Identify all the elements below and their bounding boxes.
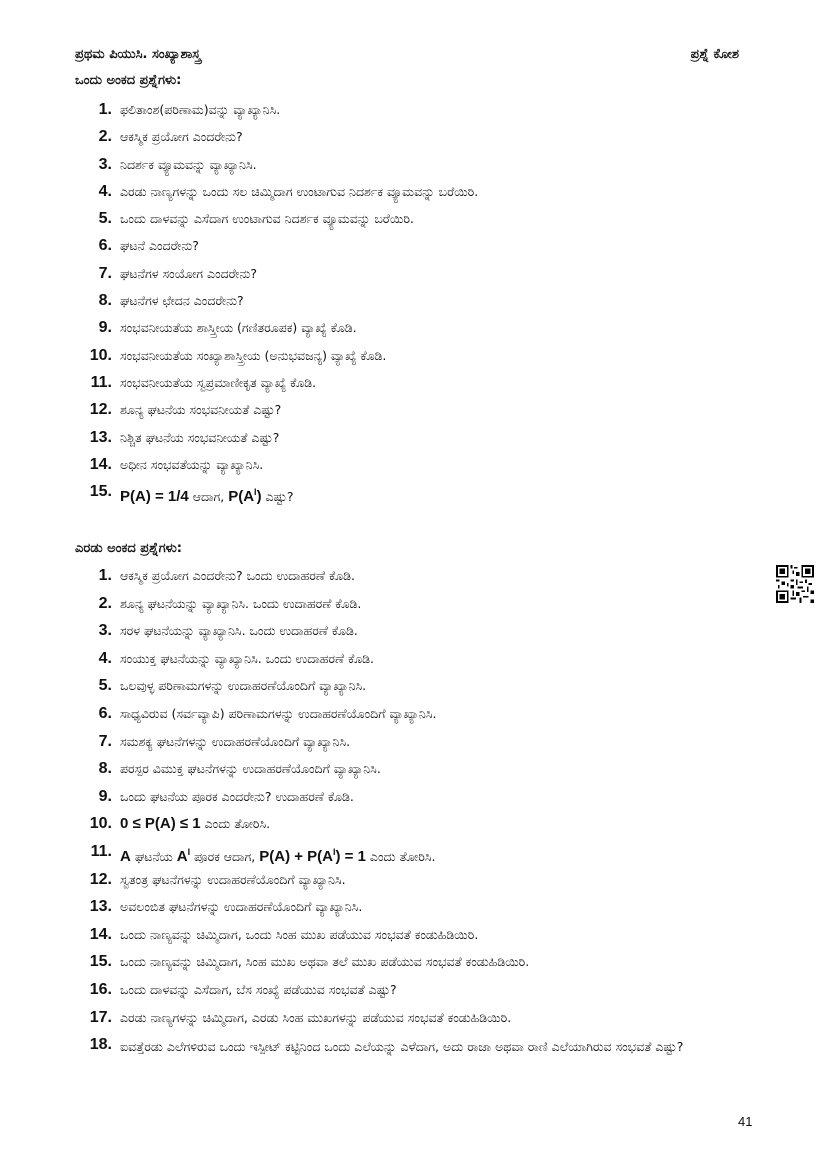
- question-number: 15.: [89, 483, 112, 501]
- question-number: 4.: [98, 182, 112, 200]
- question-number: 13.: [89, 898, 112, 916]
- question-text: ಪರಸ್ಪರ ವಿಮುಕ್ತ ಘಟನೆಗಳನ್ನು ಉದಾಹರಣೆಯೊಂದಿಗೆ ವ್ಯಾಖ್ಯಾನಿಸಿ.: [120, 761, 381, 777]
- question-number: 2.: [98, 594, 112, 612]
- list-item: [75, 265, 755, 292]
- question-number: 14.: [89, 455, 112, 473]
- question-number: 1.: [98, 567, 112, 584]
- list-item: [75, 210, 755, 237]
- question-text: ಒಂದು ನಾಣ್ಯವನ್ನು ಚಿಮ್ಮಿದಾಗ, ಒಂದು ಸಿಂಹ ಮುಖ ಪಡೆಯುವ ಸಂಭವತೆ ಕಂಡುಹಿಡಿಯಿರಿ.: [120, 926, 479, 942]
- list-item: [75, 237, 755, 264]
- question-number: 1.: [98, 101, 112, 118]
- question-number: 12.: [89, 401, 112, 419]
- question-text: ಸಾಧ್ಯವಿರುವ (ಸರ್ವವ್ಯಾಪಿ) ಪರಿಣಾಮಗಳನ್ನು ಉದಾಹರಣೆಯೊಂದಿಗೆ ವ್ಯಾಖ್ಯಾನಿಸಿ.: [120, 705, 437, 721]
- question-number: 10.: [89, 815, 112, 833]
- question-number: 9.: [98, 787, 112, 805]
- list-item: [75, 843, 755, 871]
- question-number: 6.: [98, 704, 112, 722]
- question-number: 7.: [98, 264, 112, 282]
- list-item: [75, 456, 755, 483]
- question-number: 12.: [89, 870, 112, 888]
- question-text: ಘಟನೆ ಎಂದರೇನು?: [120, 238, 199, 254]
- list-item: [75, 705, 755, 733]
- question-text: ಒಂದು ದಾಳವನ್ನು ಎಸೆದಾಗ ಉಂಟಾಗುವ ನಿದರ್ಶಕ ವ್ಯೂಮವನ್ನು ಬರೆಯಿರಿ.: [120, 211, 414, 227]
- math-expression: A: [120, 847, 131, 865]
- list-item: [75, 953, 755, 981]
- text-fragment: ಆದಾಗ,: [188, 489, 229, 505]
- one-mark-question-list: [75, 101, 755, 510]
- question-number: 8.: [98, 292, 112, 310]
- list-item: [75, 595, 755, 623]
- list-item: [75, 401, 755, 428]
- list-item: [75, 677, 755, 705]
- question-text: ಎರಡು ನಾಣ್ಯಗಳನ್ನು ಚಿಮ್ಮಿದಾಗ, ಎರಡು ಸಿಂಹ ಮುಖಗಳನ್ನು ಪಡೆಯುವ ಸಂಭವತೆ ಕಂಡುಹಿಡಿಯಿರಿ.: [120, 1009, 512, 1025]
- question-text: ಘಟನೆಗಳ ಛೇದನ ಎಂದರೇನು?: [120, 293, 244, 309]
- math-fragment: P(A: [228, 488, 255, 506]
- superscript: I: [254, 487, 257, 498]
- question-number: 8.: [98, 760, 112, 778]
- list-item: [75, 483, 755, 510]
- list-item: [75, 650, 755, 678]
- list-item: [75, 156, 755, 183]
- list-item: [75, 733, 755, 761]
- list-item: [75, 926, 755, 954]
- superscript: I: [333, 846, 336, 857]
- question-number: 5.: [98, 677, 112, 695]
- question-text: ಸಂಭವನೀಯತೆಯ ಶಾಸ್ತ್ರೀಯ (ಗಣಿತರೂಪಕ) ವ್ಯಾಖ್ಯೆ ಕೊಡಿ.: [120, 320, 357, 336]
- math-fragment: A: [176, 847, 188, 865]
- question-number: 9.: [98, 319, 112, 337]
- list-item: [75, 292, 755, 319]
- question-text: [120, 843, 755, 871]
- superscript: I: [187, 846, 191, 857]
- text-fragment: ಎಂದು ತೋರಿಸಿ.: [200, 816, 271, 832]
- two-mark-question-list: [75, 567, 755, 1082]
- question-text: ಸರಳ ಘಟನೆಯನ್ನು ವ್ಯಾಖ್ಯಾನಿಸಿ. ಒಂದು ಉದಾಹರಣೆ ಕೊಡಿ.: [120, 623, 358, 639]
- text-fragment: ಘಟನೆಯ: [130, 848, 177, 864]
- list-item: [75, 760, 755, 788]
- question-text: [120, 815, 755, 843]
- question-number: 3.: [98, 622, 112, 640]
- question-number: 7.: [98, 732, 112, 750]
- text-fragment: ಎಂದು ತೋರಿಸಿ.: [365, 848, 436, 864]
- question-text: ಎರಡು ನಾಣ್ಯಗಳನ್ನು ಒಂದು ಸಲ ಚಿಮ್ಮಿದಾಗ ಉಂಟಾಗುವ ನಿದರ್ಶಕ ವ್ಯೂಮವನ್ನು ಬರೆಯಿರಿ.: [120, 183, 479, 199]
- list-item: [75, 567, 755, 595]
- math-expression: 0 ≤ P(A) ≤ 1: [120, 815, 201, 833]
- list-item: [75, 347, 755, 374]
- list-item: [75, 101, 755, 128]
- question-number: 13.: [89, 428, 112, 446]
- question-text: ಸಂಭವನೀಯತೆಯ ಸ್ವಪ್ರಮಾಣೀಕೃತ ವ್ಯಾಖ್ಯೆ ಕೊಡಿ.: [120, 374, 317, 390]
- section-one-mark-title: ಒಂದು ಅಂಕದ ಪ್ರಶ್ನೆಗಳು:: [75, 73, 182, 88]
- text-fragment: ಪೂರಕ ಆದಾಗ,: [190, 848, 260, 864]
- question-text: [120, 483, 755, 510]
- question-number: 3.: [98, 155, 112, 173]
- list-item: [75, 374, 755, 401]
- header-subject: ಪ್ರಥಮ ಪಿಯುಸಿ. ಸಂಖ್ಯಾಶಾಸ್ತ್ರ: [75, 47, 201, 62]
- question-number: 15.: [89, 953, 112, 971]
- question-text: ಒಲವುಳ್ಳ ಪರಿಣಾಮಗಳನ್ನು ಉದಾಹರಣೆಯೊಂದಿಗೆ ವ್ಯಾಖ್ಯಾನಿಸಿ.: [120, 678, 367, 694]
- question-text: ಐವತ್ತೆರಡು ಎಲೆಗಳಿರುವ ಒಂದು ಇಸ್ಪೀಟ್ ಕಟ್ಟಿನಿಂದ ಒಂದು ಎಲೆಯನ್ನು ಎಳೆದಾಗ, ಅದು ರಾಜಾ ಅಥವಾ ರಾಣಿ ಎಲೆಯಾಗಿರುವ ಸಂಭವತೆ ಎಷ್ಟು?: [120, 1039, 684, 1055]
- math-fragment: P(A) + P(A: [259, 847, 333, 865]
- math-expression: [228, 488, 261, 505]
- question-number: 5.: [98, 210, 112, 228]
- list-item: [75, 1036, 755, 1082]
- question-number: 4.: [98, 649, 112, 667]
- page-number: 41: [738, 1114, 753, 1129]
- question-number: 18.: [89, 1036, 112, 1054]
- question-text: ಅವಲಂಬಿತ ಘಟನೆಗಳನ್ನು ಉದಾಹರಣೆಯೊಂದಿಗೆ ವ್ಯಾಖ್ಯಾನಿಸಿ.: [120, 899, 363, 915]
- question-number: 11.: [90, 373, 112, 391]
- list-item: [75, 898, 755, 926]
- list-item: [75, 622, 755, 650]
- question-text: ಶೂನ್ಯ ಘಟನೆಯನ್ನು ವ್ಯಾಖ್ಯಾನಿಸಿ. ಒಂದು ಉದಾಹರಣೆ ಕೊಡಿ.: [120, 595, 362, 611]
- question-text: ಫಲಿತಾಂಶ(ಪರಿಣಾಮ)ವನ್ನು ವ್ಯಾಖ್ಯಾನಿಸಿ.: [120, 102, 281, 117]
- qr-code-icon: [776, 565, 814, 603]
- math-expression: P(A) = 1/4: [120, 488, 189, 506]
- question-number: 11.: [90, 842, 112, 860]
- question-text: ಸ್ವತಂತ್ರ ಘಟನೆಗಳನ್ನು ಉದಾಹರಣೆಯೊಂದಿಗೆ ವ್ಯಾಖ್ಯಾನಿಸಿ.: [120, 871, 346, 887]
- math-fragment: ) = 1: [335, 847, 366, 865]
- question-text: ನಿದರ್ಶಕ ವ್ಯೂಮವನ್ನು ವ್ಯಾಖ್ಯಾನಿಸಿ.: [120, 156, 257, 172]
- question-number: 10.: [89, 346, 112, 364]
- question-text: ಒಂದು ಘಟನೆಯ ಪೂರಕ ಎಂದರೇನು? ಉದಾಹರಣೆ ಕೊಡಿ.: [120, 788, 354, 804]
- question-text: ಆಕಸ್ಮಿಕ ಪ್ರಯೋಗ ಎಂದರೇನು?: [120, 129, 243, 145]
- list-item: [75, 871, 755, 899]
- list-item: [75, 788, 755, 816]
- math-expression: [259, 848, 366, 865]
- header-title: ಪ್ರಶ್ನೆ ಕೋಶ: [690, 47, 739, 62]
- list-item: [75, 1009, 755, 1037]
- list-item: [75, 183, 755, 210]
- math-fragment: ): [256, 488, 262, 506]
- question-text: ಅಧೀನ ಸಂಭವತೆಯನ್ನು ವ್ಯಾಖ್ಯಾನಿಸಿ.: [120, 456, 264, 472]
- question-number: 14.: [89, 925, 112, 943]
- question-number: 17.: [89, 1008, 112, 1026]
- question-text: ಒಂದು ನಾಣ್ಯವನ್ನು ಚಿಮ್ಮಿದಾಗ, ಸಿಂಹ ಮುಖ ಅಥವಾ ತಲೆ ಮುಖ ಪಡೆಯುವ ಸಂಭವತೆ ಕಂಡುಹಿಡಿಯಿರಿ.: [120, 954, 530, 970]
- list-item: [75, 981, 755, 1009]
- question-text: ಶೂನ್ಯ ಘಟನೆಯ ಸಂಭವನೀಯತೆ ಎಷ್ಟು?: [120, 402, 282, 418]
- list-item: [75, 429, 755, 456]
- list-item: [75, 319, 755, 346]
- question-text: ಸಂಭವನೀಯತೆಯ ಸಂಖ್ಯಾಶಾಸ್ತ್ರೀಯ (ಅನುಭವಜನ್ಯ) ವ್ಯಾಖ್ಯೆ ಕೊಡಿ.: [120, 347, 387, 363]
- question-number: 6.: [98, 237, 112, 255]
- text-fragment: ಎಷ್ಟು?: [261, 489, 294, 505]
- section-two-mark-title: ಎರಡು ಅಂಕದ ಪ್ರಶ್ನೆಗಳು:: [75, 541, 182, 556]
- question-text: ಸಂಯುಕ್ತ ಘಟನೆಯನ್ನು ವ್ಯಾಖ್ಯಾನಿಸಿ. ಒಂದು ಉದಾಹರಣೆ ಕೊಡಿ.: [120, 650, 375, 666]
- list-item: [75, 815, 755, 843]
- question-text: ಘಟನೆಗಳ ಸಂಯೋಗ ಎಂದರೇನು?: [120, 265, 257, 281]
- question-text: ಆಕಸ್ಮಿಕ ಪ್ರಯೋಗ ಎಂದರೇನು? ಒಂದು ಉದಾಹರಣೆ ಕೊಡಿ.: [120, 568, 355, 583]
- question-number: 16.: [89, 980, 112, 998]
- question-text: ಒಂದು ದಾಳವನ್ನು ಎಸೆದಾಗ, ಬೆಸ ಸಂಖ್ಯೆ ಪಡೆಯುವ ಸಂಭವತೆ ಎಷ್ಟು?: [120, 981, 397, 997]
- list-item: [75, 128, 755, 155]
- math-expression: [177, 848, 190, 865]
- question-text: ಸಮಶಕ್ಯ ಘಟನೆಗಳನ್ನು ಉದಾಹರಣೆಯೊಂದಿಗೆ ವ್ಯಾಖ್ಯಾನಿಸಿ.: [120, 733, 351, 749]
- question-number: 2.: [98, 128, 112, 146]
- question-text: ನಿಶ್ಚಿತ ಘಟನೆಯ ಸಂಭವನೀಯತೆ ಎಷ್ಟು?: [120, 429, 280, 445]
